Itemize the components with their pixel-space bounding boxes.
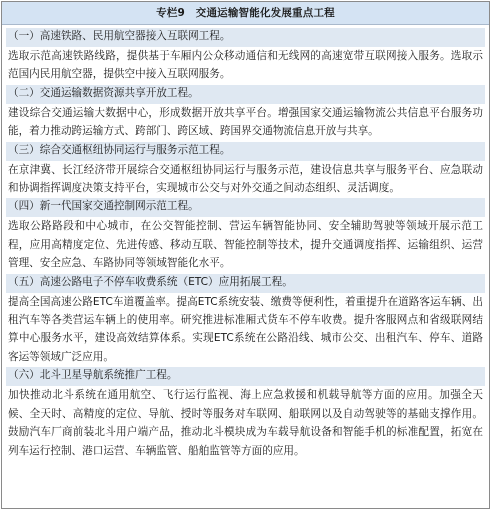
section-body-1: 选取示范高速铁路线路，提供基于车厢内公众移动通信和无线网的高速宽带互联网接入服务。选取示范国内民用航空器，提供空中接入互联网服务。: [8, 50, 483, 81]
box-content: [2, 25, 489, 461]
section-heading-3: （三）综合交通枢纽协同运行与服务示范工程。: [6, 142, 485, 161]
section-body-6: 加快推动北斗系统在通用航空、飞行运行监视、海上应急救援和机载导航等方面的应用。加强全天候、全天时、高精度的定位、导航、授时等服务对车联网、船联网以及自动驾驶等的基础支撑作用。鼓励汽车厂商前装北斗用户端产品，推动北斗模块成为车载导航设备和智能手机的标准配置，拓宽在列车运行控制、港口运营、车辆监管、船舶监管等方面的应用。: [8, 389, 483, 457]
section-heading-5: （五）高速公路电子不停车收费系统（ETC）应用拓展工程。: [6, 274, 485, 293]
feature-box: [1, 1, 490, 509]
section-body-2: 建设综合交通运输大数据中心，形成数据开放共享平台。增强国家交通运输物流公共信息平台服务功能，着力推动跨运输方式、跨部门、跨区域、跨国界交通物流信息开放与共享。: [8, 106, 483, 138]
section-heading-1: （一）高速铁路、民用航空器接入互联网工程。: [6, 28, 485, 47]
section-heading-2: （二）交通运输数据资源共享开放工程。: [6, 85, 485, 104]
box-title: 专栏9 交通运输智能化发展重点工程: [2, 2, 489, 25]
section-body-3: 在京津冀、长江经济带开展综合交通枢纽协同运行与服务示范，建设信息共享与服务平台、应急联动和协调指挥调度决策支持平台，实现城市公交与对外交通之间动态组织、灵活调度。: [8, 163, 483, 195]
section-heading-4: （四）新一代国家交通控制网示范工程。: [6, 198, 485, 217]
section-body-4: 选取公路路段和中心城市，在公交智能控制、营运车辆智能协同、安全辅助驾驶等领域开展示范工程，应用高精度定位、先进传感、移动互联、智能控制等技术，提升交通调度指挥、运输组织、运营管理、安全应急、车路协同等领域智能化水平。: [8, 220, 483, 270]
section-body-5: 提高全国高速公路ETC车道覆盖率。提高ETC系统安装、缴费等便利性，着重提升在道路客运车辆、出租汽车等各类营运车辆上的使用率。研究推进标准厢式货车不停车收费。提升客服网点和省级联网结算中心服务水平，建设高效结算体系。实现ETC系统在公路沿线、城市公交、出租汽车、停车、道路客运等领域广泛应用。: [8, 295, 483, 363]
section-heading-6: （六）北斗卫星导航系统推广工程。: [6, 367, 485, 386]
